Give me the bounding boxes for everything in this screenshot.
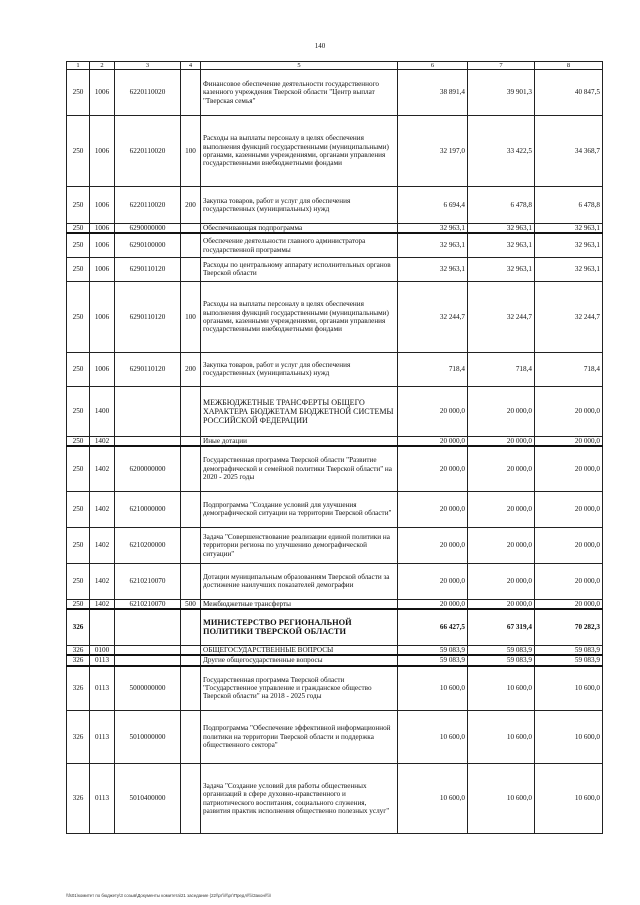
table-body xyxy=(67,70,603,834)
cell-target-article: 6290100000 xyxy=(115,233,181,257)
cell-expense-type xyxy=(181,224,201,234)
cell-expense-type xyxy=(181,563,201,599)
cell-expense-type xyxy=(181,711,201,764)
cell-amount-year2: 20 000,0 xyxy=(468,527,535,563)
table-row xyxy=(67,436,603,446)
cell-amount-year3: 10 600,0 xyxy=(535,764,603,834)
cell-admin-code: 250 xyxy=(67,446,90,491)
cell-amount-year1: 20 000,0 xyxy=(398,599,468,609)
cell-amount-year3: 10 600,0 xyxy=(535,711,603,764)
cell-target-article: 6210210070 xyxy=(115,599,181,609)
cell-section-code: 1400 xyxy=(90,386,115,436)
cell-amount-year2: 32 963,1 xyxy=(468,257,535,281)
cell-amount-year1: 20 000,0 xyxy=(398,436,468,446)
cell-amount-year2: 32 963,1 xyxy=(468,224,535,234)
cell-amount-year2: 32 963,1 xyxy=(468,233,535,257)
table-row xyxy=(67,187,603,224)
cell-amount-year1: 32 963,1 xyxy=(398,257,468,281)
cell-amount-year2: 59 083,9 xyxy=(468,645,535,655)
column-number-row xyxy=(67,62,603,70)
cell-section-code: 1402 xyxy=(90,599,115,609)
cell-amount-year2: 20 000,0 xyxy=(468,436,535,446)
cell-amount-year3: 20 000,0 xyxy=(535,599,603,609)
cell-amount-year1: 10 600,0 xyxy=(398,666,468,711)
column-header: 5 xyxy=(201,62,398,70)
table-row xyxy=(67,491,603,527)
cell-amount-year1: 20 000,0 xyxy=(398,491,468,527)
cell-amount-year3: 20 000,0 xyxy=(535,446,603,491)
budget-table xyxy=(66,61,603,834)
cell-description: Расходы на выплаты персоналу в целях обеспечения выполнения функций государственными (муниципальными) органами, казенными учреждениями, органами управления государственными внебюджетными фондами xyxy=(201,116,398,187)
cell-amount-year3: 40 847,5 xyxy=(535,70,603,116)
column-header: 4 xyxy=(181,62,201,70)
cell-admin-code: 250 xyxy=(67,491,90,527)
cell-section-code: 1402 xyxy=(90,527,115,563)
cell-amount-year1: 32 244,7 xyxy=(398,281,468,352)
cell-amount-year3: 20 000,0 xyxy=(535,563,603,599)
cell-target-article: 6210210070 xyxy=(115,563,181,599)
cell-amount-year2: 718,4 xyxy=(468,352,535,386)
table-row xyxy=(67,527,603,563)
table-row xyxy=(67,70,603,116)
cell-description: Задача "Совершенствование реализации единой политики на территории региона по улучшению демографической ситуации" xyxy=(201,527,398,563)
cell-expense-type xyxy=(181,655,201,665)
cell-expense-type xyxy=(181,666,201,711)
cell-expense-type xyxy=(181,436,201,446)
cell-admin-code: 326 xyxy=(67,764,90,834)
cell-description: Межбюджетные трансферты xyxy=(201,599,398,609)
cell-description: Расходы по центральному аппарату исполнительных органов Тверской области xyxy=(201,257,398,281)
cell-expense-type xyxy=(181,233,201,257)
file-path-footer: \\fs01\комитет по бюджету\3 созыв\Документы комитета\21 заседание (22\\рг\\\\\рг\Предл\\\\\Закон\\\\\ xyxy=(66,893,272,898)
cell-expense-type xyxy=(181,446,201,491)
cell-target-article: 6290000000 xyxy=(115,224,181,234)
cell-description: Закупка товаров, работ и услуг для обеспечения государственных (муниципальных) нужд xyxy=(201,352,398,386)
cell-amount-year3: 32 244,7 xyxy=(535,281,603,352)
cell-description: Государственная программа Тверской области "Государственное управление и гражданское общество Тверской области" на 2018 - 2025 годы xyxy=(201,666,398,711)
cell-amount-year2: 67 319,4 xyxy=(468,609,535,645)
cell-amount-year3: 59 083,9 xyxy=(535,645,603,655)
cell-expense-type: 200 xyxy=(181,352,201,386)
column-header: 3 xyxy=(115,62,181,70)
cell-amount-year3: 70 282,3 xyxy=(535,609,603,645)
cell-amount-year2: 33 422,5 xyxy=(468,116,535,187)
cell-description: Задача "Создание условий для работы общественных организаций в сфере духовно-нравственного и патриотического воспитания, социального служения, развития практик исполнения общественно полезных услуг" xyxy=(201,764,398,834)
cell-amount-year2: 20 000,0 xyxy=(468,446,535,491)
cell-amount-year1: 10 600,0 xyxy=(398,764,468,834)
cell-expense-type xyxy=(181,527,201,563)
cell-admin-code: 326 xyxy=(67,655,90,665)
cell-amount-year1: 32 963,1 xyxy=(398,233,468,257)
cell-amount-year3: 20 000,0 xyxy=(535,527,603,563)
column-header: 8 xyxy=(535,62,603,70)
cell-admin-code: 250 xyxy=(67,116,90,187)
cell-amount-year1: 20 000,0 xyxy=(398,386,468,436)
cell-amount-year3: 32 963,1 xyxy=(535,257,603,281)
cell-section-code: 0113 xyxy=(90,655,115,665)
cell-section-code: 0113 xyxy=(90,764,115,834)
cell-admin-code: 326 xyxy=(67,609,90,645)
cell-target-article: 6210000000 xyxy=(115,491,181,527)
cell-amount-year1: 20 000,0 xyxy=(398,563,468,599)
cell-section-code: 0113 xyxy=(90,711,115,764)
cell-admin-code: 250 xyxy=(67,352,90,386)
cell-target-article: 6290110120 xyxy=(115,257,181,281)
cell-amount-year2: 6 478,8 xyxy=(468,187,535,224)
cell-admin-code: 250 xyxy=(67,70,90,116)
page-number: 140 xyxy=(314,42,326,50)
cell-description: Иные дотации xyxy=(201,436,398,446)
table-row xyxy=(67,609,603,645)
cell-amount-year1: 32 197,0 xyxy=(398,116,468,187)
cell-description: Расходы на выплаты персоналу в целях обеспечения выполнения функций государственными (муниципальными) органами, казенными учреждениями, органами управления государственными внебюджетными фондами xyxy=(201,281,398,352)
table-row xyxy=(67,281,603,352)
cell-amount-year2: 20 000,0 xyxy=(468,386,535,436)
cell-section-code: 1006 xyxy=(90,233,115,257)
cell-section-code: 1402 xyxy=(90,436,115,446)
table-row xyxy=(67,645,603,655)
cell-admin-code: 250 xyxy=(67,233,90,257)
cell-amount-year2: 20 000,0 xyxy=(468,563,535,599)
cell-description: ОБЩЕГОСУДАРСТВЕННЫЕ ВОПРОСЫ xyxy=(201,645,398,655)
cell-target-article xyxy=(115,386,181,436)
cell-amount-year3: 59 083,9 xyxy=(535,655,603,665)
cell-section-code: 1402 xyxy=(90,491,115,527)
cell-section-code: 0100 xyxy=(90,645,115,655)
cell-amount-year2: 20 000,0 xyxy=(468,599,535,609)
cell-target-article xyxy=(115,436,181,446)
cell-admin-code: 250 xyxy=(67,436,90,446)
cell-description: Государственная программа Тверской области "Развитие демографической и семейной политики Тверской области" на 2020 - 2025 годы xyxy=(201,446,398,491)
table-row xyxy=(67,116,603,187)
cell-expense-type xyxy=(181,491,201,527)
cell-target-article: 6220110020 xyxy=(115,116,181,187)
cell-target-article: 6220110020 xyxy=(115,70,181,116)
cell-amount-year1: 59 083,9 xyxy=(398,645,468,655)
cell-description: Другие общегосударственные вопросы xyxy=(201,655,398,665)
cell-amount-year2: 32 244,7 xyxy=(468,281,535,352)
column-header: 6 xyxy=(398,62,468,70)
cell-admin-code: 250 xyxy=(67,563,90,599)
cell-section-code: 1006 xyxy=(90,352,115,386)
cell-description: Обеспечивающая подпрограмма xyxy=(201,224,398,234)
cell-amount-year2: 39 901,3 xyxy=(468,70,535,116)
cell-admin-code: 326 xyxy=(67,711,90,764)
cell-amount-year3: 718,4 xyxy=(535,352,603,386)
cell-expense-type xyxy=(181,609,201,645)
table-row xyxy=(67,563,603,599)
cell-target-article xyxy=(115,609,181,645)
cell-section-code: 1006 xyxy=(90,281,115,352)
cell-target-article xyxy=(115,655,181,665)
cell-description: МЕЖБЮДЖЕТНЫЕ ТРАНСФЕРТЫ ОБЩЕГО ХАРАКТЕРА БЮДЖЕТАМ БЮДЖЕТНОЙ СИСТЕМЫ РОССИЙСКОЙ ФЕДЕРАЦИИ xyxy=(201,386,398,436)
cell-expense-type: 200 xyxy=(181,187,201,224)
cell-amount-year3: 20 000,0 xyxy=(535,386,603,436)
cell-amount-year1: 32 963,1 xyxy=(398,224,468,234)
cell-target-article: 5010400000 xyxy=(115,764,181,834)
table-row xyxy=(67,599,603,609)
cell-target-article: 6290110120 xyxy=(115,352,181,386)
cell-admin-code: 326 xyxy=(67,645,90,655)
table-row xyxy=(67,711,603,764)
cell-description: Подпрограмма "Создание условий для улучшения демографической ситуации на территории Тверской области" xyxy=(201,491,398,527)
cell-amount-year3: 32 963,1 xyxy=(535,224,603,234)
cell-expense-type: 100 xyxy=(181,281,201,352)
cell-section-code: 1006 xyxy=(90,187,115,224)
cell-amount-year1: 10 600,0 xyxy=(398,711,468,764)
cell-description: Подпрограмма "Обеспечение эффективной информационной политики на территории Тверской области и поддержка общественного сектора" xyxy=(201,711,398,764)
cell-admin-code: 250 xyxy=(67,281,90,352)
cell-amount-year1: 20 000,0 xyxy=(398,527,468,563)
cell-amount-year1: 6 694,4 xyxy=(398,187,468,224)
cell-expense-type xyxy=(181,386,201,436)
cell-target-article: 6290110120 xyxy=(115,281,181,352)
cell-amount-year1: 66 427,5 xyxy=(398,609,468,645)
cell-amount-year3: 6 478,8 xyxy=(535,187,603,224)
cell-amount-year2: 10 600,0 xyxy=(468,711,535,764)
cell-section-code xyxy=(90,609,115,645)
table-row xyxy=(67,655,603,665)
cell-section-code: 0113 xyxy=(90,666,115,711)
cell-target-article xyxy=(115,645,181,655)
cell-amount-year3: 20 000,0 xyxy=(535,436,603,446)
cell-amount-year1: 59 083,9 xyxy=(398,655,468,665)
cell-admin-code: 250 xyxy=(67,527,90,563)
table-row xyxy=(67,257,603,281)
cell-amount-year2: 20 000,0 xyxy=(468,491,535,527)
column-header: 1 xyxy=(67,62,90,70)
cell-description: Дотации муниципальным образованиям Тверской области за достижение наилучших показателей демографии xyxy=(201,563,398,599)
cell-section-code: 1006 xyxy=(90,257,115,281)
table-row xyxy=(67,446,603,491)
cell-expense-type xyxy=(181,645,201,655)
cell-section-code: 1402 xyxy=(90,563,115,599)
cell-expense-type xyxy=(181,764,201,834)
cell-amount-year1: 20 000,0 xyxy=(398,446,468,491)
table-row xyxy=(67,386,603,436)
cell-admin-code: 250 xyxy=(67,187,90,224)
table-row xyxy=(67,233,603,257)
cell-amount-year3: 34 368,7 xyxy=(535,116,603,187)
cell-admin-code: 326 xyxy=(67,666,90,711)
cell-description: Закупка товаров, работ и услуг для обеспечения государственных (муниципальных) нужд xyxy=(201,187,398,224)
cell-description: МИНИСТЕРСТВО РЕГИОНАЛЬНОЙ ПОЛИТИКИ ТВЕРСКОЙ ОБЛАСТИ xyxy=(201,609,398,645)
cell-description: Обеспечение деятельности главного администратора государственной программы xyxy=(201,233,398,257)
cell-admin-code: 250 xyxy=(67,599,90,609)
cell-amount-year3: 10 600,0 xyxy=(535,666,603,711)
cell-expense-type: 100 xyxy=(181,116,201,187)
cell-admin-code: 250 xyxy=(67,224,90,234)
cell-section-code: 1006 xyxy=(90,70,115,116)
cell-amount-year2: 10 600,0 xyxy=(468,764,535,834)
cell-section-code: 1402 xyxy=(90,446,115,491)
table-row xyxy=(67,224,603,234)
cell-expense-type xyxy=(181,257,201,281)
cell-description: Финансовое обеспечение деятельности государственного казенного учреждения Тверской области "Центр выплат "Тверская семья" xyxy=(201,70,398,116)
table-row xyxy=(67,764,603,834)
table-row xyxy=(67,352,603,386)
cell-section-code: 1006 xyxy=(90,116,115,187)
cell-target-article: 5010000000 xyxy=(115,711,181,764)
cell-amount-year2: 10 600,0 xyxy=(468,666,535,711)
cell-expense-type: 500 xyxy=(181,599,201,609)
cell-target-article: 6200000000 xyxy=(115,446,181,491)
cell-amount-year1: 718,4 xyxy=(398,352,468,386)
cell-target-article: 6210200000 xyxy=(115,527,181,563)
column-header: 7 xyxy=(468,62,535,70)
cell-admin-code: 250 xyxy=(67,257,90,281)
cell-target-article: 5000000000 xyxy=(115,666,181,711)
cell-amount-year1: 38 891,4 xyxy=(398,70,468,116)
cell-target-article: 6220110020 xyxy=(115,187,181,224)
column-header: 2 xyxy=(90,62,115,70)
cell-amount-year2: 59 083,9 xyxy=(468,655,535,665)
cell-amount-year3: 32 963,1 xyxy=(535,233,603,257)
cell-expense-type xyxy=(181,70,201,116)
cell-amount-year3: 20 000,0 xyxy=(535,491,603,527)
cell-section-code: 1006 xyxy=(90,224,115,234)
table-row xyxy=(67,666,603,711)
cell-admin-code: 250 xyxy=(67,386,90,436)
